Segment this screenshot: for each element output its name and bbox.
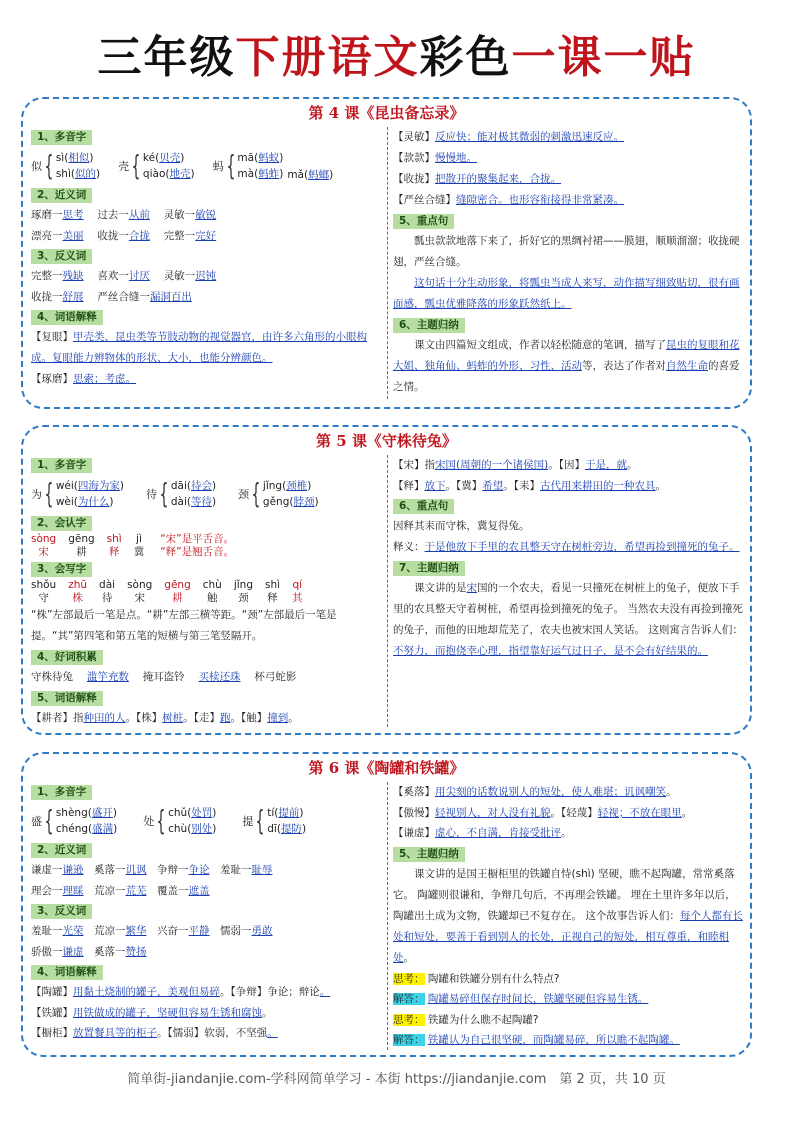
polyphone-char: 蚂 bbox=[212, 160, 224, 173]
brace-icon: { bbox=[44, 477, 54, 510]
definition: 【宋】指宋国(周朝的一个诸侯国)。【因】于是，就。 bbox=[393, 459, 638, 471]
section-heading: 5、主题归纳 bbox=[393, 847, 465, 862]
section-heading: 6、重点句 bbox=[393, 499, 454, 514]
section-heading: 4、词语解释 bbox=[31, 310, 103, 325]
lesson-6-right-column bbox=[393, 782, 745, 1051]
lesson-6-title: 第 6 课《陶罐和铁罐》 bbox=[308, 759, 465, 777]
brace-icon: { bbox=[255, 804, 265, 837]
antonym-row: 完整一残缺 喜欢一讨厌 灵敏一迟钝 bbox=[31, 270, 217, 282]
section-heading: 1、多音字 bbox=[31, 785, 92, 800]
section-heading: 6、主题归纳 bbox=[393, 318, 465, 333]
section-heading: 2、近义词 bbox=[31, 843, 92, 858]
antonym-row: 羞耻一光荣 荒凉一繁华 兴奋一平静 懦弱一勇敢 bbox=[31, 925, 273, 937]
key-sentence: 瓢虫款款地落下来了，折好它的黑绸衬裙——膜翅，顺顺溜溜；收拢硬翅，严丝合缝。 bbox=[393, 235, 740, 268]
title-part-3: 彩色 bbox=[419, 32, 512, 83]
title-part-2: 下册语文 bbox=[235, 32, 420, 83]
definition: 【橱柜】放置餐具等的柜子。【懦弱】软弱，不坚强。 bbox=[31, 1027, 278, 1039]
lesson-5-panel bbox=[21, 425, 752, 735]
definition: 【傲慢】轻视别人，对人没有礼貌。【轻蔑】轻视；不放在眼里。 bbox=[393, 806, 693, 819]
brace-icon: { bbox=[251, 477, 261, 510]
definition: 【铁罐】用铁做成的罐子，坚硬但容易生锈和腐蚀。 bbox=[31, 1006, 273, 1019]
section-heading: 7、主题归纳 bbox=[393, 561, 465, 576]
answer: 解答： 陶罐易碎但保存时间长，铁罐坚硬但容易生锈。 bbox=[393, 993, 649, 1005]
lesson-5-title: 第 5 课《守株待兔》 bbox=[316, 432, 457, 450]
lesson-4-panel bbox=[21, 97, 752, 409]
recognize-chars: sòng 宋 gēng 耕 shì 释 jì 冀 “宋”是平舌音。 “释”是翘舌音。 bbox=[31, 533, 235, 558]
good-words: 守株待兔 滥竽充数 掩耳盗铃 买椟还珠 杯弓蛇影 bbox=[31, 671, 297, 683]
definition: 【款款】慢慢地。 bbox=[393, 152, 477, 164]
definition: 【收拢】把散开的聚集起来，合拢。 bbox=[393, 173, 561, 185]
section-heading: 3、反义词 bbox=[31, 904, 92, 919]
synonym-row: 琢磨一思考 过去一从前 灵敏一敏锐 bbox=[31, 209, 217, 221]
definition: 【陶罐】用黏土烧制的罐子，美观但易碎。【争辩】争论；辩论。 bbox=[31, 986, 331, 998]
definition: 【谦虚】虚心，不自满，肯接受批评。 bbox=[393, 827, 572, 839]
brace-icon: { bbox=[159, 477, 169, 510]
section-heading: 4、好词积累 bbox=[31, 650, 103, 665]
column-divider bbox=[387, 455, 388, 727]
definition: 【释】放下。【冀】希望。【耒】古代用来耕田的一种农具。 bbox=[393, 479, 666, 492]
question: 思考： 陶罐和铁罐分别有什么特点? bbox=[393, 972, 560, 985]
answer: 解答： 铁罐认为自己很坚硬，而陶罐易碎，所以瞧不起陶罐。 bbox=[393, 1034, 680, 1046]
definition: 【耕者】指种田的人。【株】树桩。【走】跑。【触】撞到。 bbox=[31, 711, 299, 724]
brace-icon: { bbox=[44, 149, 54, 182]
synonym-row: 理会一理睬 荒凉一荒芜 覆盖一遮盖 bbox=[31, 884, 210, 897]
lesson-5-right-column bbox=[393, 455, 745, 662]
section-heading: 3、会写字 bbox=[31, 562, 92, 577]
writing-notes: “株”左部最后一笔是点。“耕”左部三横等距。“颈”左部最后一笔是提。“其”第四笔和第五笔的短横与第三笔竖隔开。 bbox=[31, 609, 337, 642]
synonym-row: 漂亮一美丽 收拢一合拢 完整一完好 bbox=[31, 229, 217, 242]
key-sentence-analysis: 释义：于是他放下手里的农具整天守在树桩旁边，希望再捡到撞死的兔子。 bbox=[393, 541, 740, 553]
key-sentence: 因释其耒而守株，冀复得兔。 bbox=[393, 520, 530, 532]
brace-icon: { bbox=[44, 804, 54, 837]
section-heading: 1、多音字 bbox=[31, 458, 92, 473]
column-divider bbox=[387, 127, 388, 399]
definition: 【严丝合缝】缝隙密合。也形容衔接得非常紧凑。 bbox=[393, 194, 624, 206]
key-sentence-analysis: 这句话十分生动形象，将瓢虫当成人来写，动作描写细致贴切，很有画面感，瓢虫优雅降落的形象跃然纸上。 bbox=[393, 277, 740, 310]
antonym-row: 收拢一舒展 严丝合缝一漏洞百出 bbox=[31, 290, 192, 303]
section-heading: 4、词语解释 bbox=[31, 965, 103, 980]
brace-icon: { bbox=[156, 804, 166, 837]
polyphone-row: 盛 { shèng(盛开) chéng(盛满) 处 { chǔ(处罚) chù(别处) 提 { tí(提前) dī(提防) bbox=[31, 804, 307, 837]
page-footer: 简单街-jiandanjie.com-学科网简单学习 - 本街 https://jiandanjie.com 第 2 页，共 10 页 bbox=[127, 1072, 666, 1087]
lesson-4-right-column bbox=[393, 127, 745, 398]
definition: 【奚落】用尖刻的话数说别人的短处，使人难堪；讥讽嘲笑。 bbox=[393, 786, 677, 798]
theme-summary: 课文由四篇短文组成，作者以轻松随意的笔调，描写了昆虫的复眼和花大姐、独角仙、蚂蚱的外形、习性、活动等，表达了作者对自然生命的喜爱之情。 bbox=[393, 339, 740, 393]
section-heading: 5、词语解释 bbox=[31, 691, 103, 706]
page-title bbox=[0, 28, 793, 88]
section-heading: 2、会认字 bbox=[31, 516, 92, 531]
lesson-6-panel bbox=[21, 752, 752, 1057]
theme-summary: 课文讲的是国王橱柜里的铁罐自恃(shì) 坚硬，瞧不起陶罐，常常奚落它。 陶罐则很谦和，争辩几句后，不再理会铁罐。 埋在土里许多年以后，陶罐出土成为文物，铁罐却已不复存在。 这个故事告诉人们：每个人都有长处和短处，要善于看到别人的长处，正视自己的短处，相互尊重，和睦相处。 bbox=[393, 867, 743, 964]
polyphone-row: 为 { wéi(四海为家) wèi(为什么) 待 { dāi(待会) dài(等待) 颈 { jǐng(颈椎) gěng(脖颈) bbox=[31, 477, 319, 510]
antonym-row: 骄傲一谦虚 奚落一赞扬 bbox=[31, 945, 147, 958]
synonym-row: 谦虚一谦逊 奚落一讥讽 争辩一争论 羞耻一耻辱 bbox=[31, 864, 273, 876]
column-divider bbox=[387, 782, 388, 1050]
section-heading: 2、近义词 bbox=[31, 188, 92, 203]
section-heading: 5、重点句 bbox=[393, 214, 454, 229]
definition: 【灵敏】反应快；能对极其微弱的刺激迅速反应。 bbox=[393, 131, 624, 143]
title-part-4: 一课一贴 bbox=[511, 32, 696, 83]
polyphone-char: 似 bbox=[31, 160, 42, 173]
definition: 【复眼】甲壳类、昆虫类等节肢动物的视觉器官，由许多六角形的小眼构成。复眼能力辨物体的形状、大小，也能分辨颜色。 bbox=[31, 331, 367, 364]
write-chars: shǒu 守 zhū 株 dài 待 sòng 宋 gēng 耕 chù 触 jǐng 颈 shì 释 qí 其 bbox=[31, 579, 303, 604]
lesson-4-left-column bbox=[31, 127, 385, 390]
polyphone-row: 似 { sì(相似) shì(似的) 壳 { ké(贝壳) qiào(地壳) 蚂 { mā(蚂蚁) mà(蚂蚱) mǎ(蚂螂) bbox=[31, 149, 334, 182]
definition: 【琢磨】思索；考虑。 bbox=[31, 373, 136, 385]
polyphone-char: 壳 bbox=[118, 160, 130, 173]
lesson-6-left-column bbox=[31, 782, 385, 1044]
brace-icon: { bbox=[131, 149, 141, 182]
section-heading: 1、多音字 bbox=[31, 130, 92, 145]
lesson-4-title: 第 4 课《昆虫备忘录》 bbox=[308, 104, 465, 122]
title-part-1: 三年级 bbox=[97, 32, 236, 83]
question: 思考： 铁罐为什么瞧不起陶罐? bbox=[393, 1013, 539, 1026]
lesson-5-left-column bbox=[31, 455, 385, 728]
section-heading: 3、反义词 bbox=[31, 249, 92, 264]
brace-icon: { bbox=[226, 149, 235, 182]
theme-summary: 课文讲的是宋国的一个农夫，看见一只撞死在树桩上的兔子，便放下手里的农具整天守着树桩，希望再捡到撞死的兔子。 当然农夫没有再捡到撞死的兔子，而他的田地却荒芜了，农夫也被宋国人笑话。 这则寓言告诉人们：不努力，而抱侥幸心理，指望靠好运气过日子，是不会有好结果的。 bbox=[393, 582, 743, 657]
